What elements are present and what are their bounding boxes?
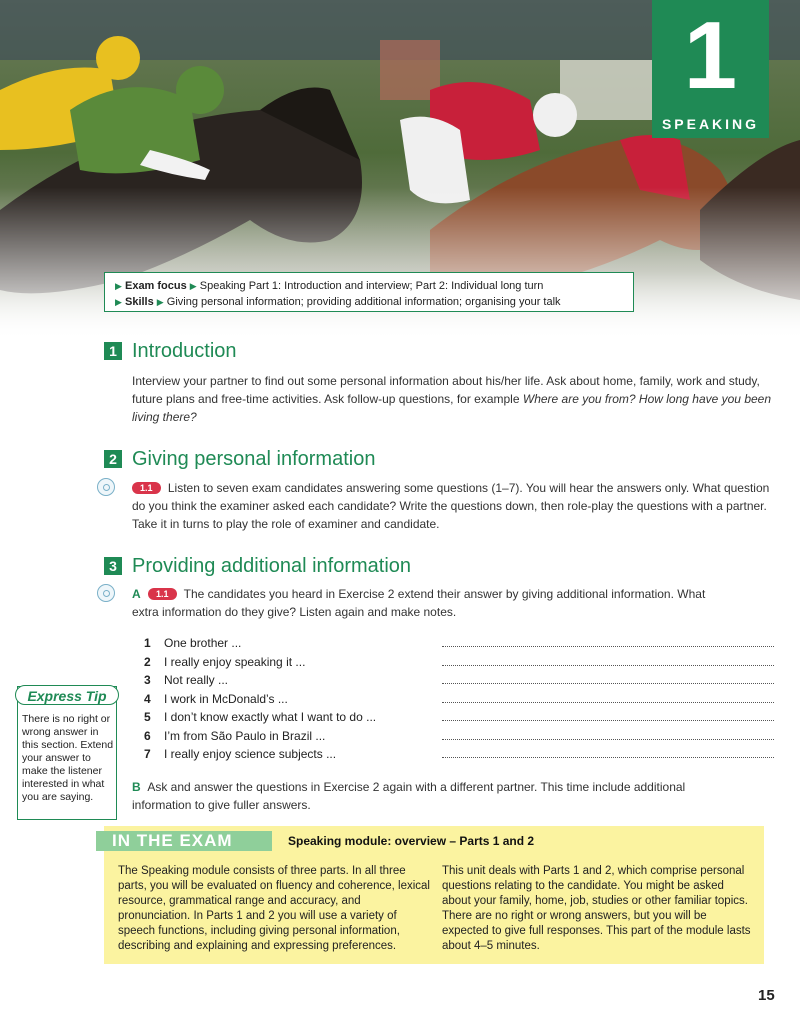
- answer-line[interactable]: [442, 653, 774, 666]
- triangle-right-icon: ▶: [156, 297, 164, 307]
- in-the-exam-column-1: The Speaking module consists of three parts. In all three parts, you will be evaluated on fluency and coherence, lexical resource, grammatical range and accuracy, and pronunciation. In Parts 1 and 2 you will use a variety of speech functions, including giving personal information, describing and explaining and expressing preferences.: [118, 865, 430, 952]
- skills-line: [115, 294, 633, 310]
- exam-focus-text: Speaking Part 1: Introduction and interview; Part 2: Individual long turn: [199, 280, 544, 292]
- list-item: [144, 671, 774, 690]
- item-text: One brother ...: [164, 636, 242, 650]
- item-number: 3: [144, 673, 151, 687]
- section-number: 2: [104, 450, 122, 468]
- section-number: 3: [104, 557, 122, 575]
- in-the-exam-banner: IN THE EXAM: [96, 831, 272, 851]
- audio-cd-icon[interactable]: [97, 584, 115, 602]
- unit-number: 1: [683, 2, 738, 109]
- item-number: 6: [144, 728, 151, 743]
- answer-line[interactable]: [442, 634, 774, 647]
- section-1-text: [132, 372, 772, 426]
- express-tip-box: [17, 686, 117, 820]
- item-text: I really enjoy science subjects ...: [164, 747, 337, 761]
- section-2-text: [132, 479, 772, 533]
- unit-label: SPEAKING: [661, 116, 760, 132]
- answer-line[interactable]: [442, 745, 774, 758]
- section-1-body: Interview your partner to find out some personal information about his/her life. Ask about home, family, work and study, future plans and free-time activities. Ask follow-up questions, for example: [132, 374, 760, 406]
- skills-text: Giving personal information; providing additional information; organising your talk: [166, 296, 561, 308]
- in-the-exam-box: [104, 826, 764, 964]
- section-title: Introduction: [132, 339, 237, 362]
- section-1-example: Where are you from? How long have you been living there?: [132, 392, 772, 424]
- item-number: 7: [144, 747, 151, 761]
- exercise-letter: B: [132, 780, 141, 794]
- section-title: Providing additional information: [132, 554, 412, 577]
- list-item: [144, 634, 774, 653]
- section-2-body: Listen to seven exam candidates answering some questions (1–7). You will hear the answers only. What question do you think the examiner asked each candidate? Write the questions down, then role-play the questions with a partner. Take it in turns to play the role of examiner and candidate.: [132, 481, 770, 531]
- answer-line[interactable]: [442, 727, 774, 740]
- item-text: I don’t know exactly what I want to do ...: [164, 710, 377, 724]
- exercise-a-body: The candidates you heard in Exercise 2 extend their answer by giving additional information. What extra information do they give? Listen again and make notes.: [132, 587, 706, 619]
- track-badge[interactable]: 1.1: [148, 588, 177, 600]
- list-item: [144, 708, 774, 727]
- in-the-exam-heading: Speaking module: overview – Parts 1 and 2: [288, 834, 535, 848]
- section-2-heading: [104, 448, 375, 470]
- item-text: I’m from São Paulo in Brazil ...: [164, 728, 326, 743]
- audio-cd-icon[interactable]: [97, 478, 115, 496]
- exercise-b-body: Ask and answer the questions in Exercise 2 again with a different partner. This time include additional information to give fuller answers.: [132, 780, 686, 812]
- item-number: 1: [144, 636, 151, 650]
- exam-focus-line: [115, 278, 633, 294]
- item-text: Not really ...: [164, 673, 229, 687]
- section-number: 1: [104, 342, 122, 360]
- exercise-letter: A: [132, 587, 141, 601]
- list-item: [144, 745, 774, 764]
- item-number: 5: [144, 710, 151, 724]
- exam-focus-label: Exam focus: [124, 280, 187, 292]
- unit-badge: [652, 0, 769, 138]
- list-item: [144, 653, 774, 672]
- express-tip-title: Express Tip: [15, 685, 119, 705]
- answer-list: [144, 634, 774, 764]
- answer-line[interactable]: [442, 671, 774, 684]
- item-text: I really enjoy speaking it ...: [164, 654, 306, 669]
- section-title: Giving personal information: [132, 447, 376, 470]
- skills-label: Skills: [124, 296, 154, 308]
- exercise-b-text: [132, 778, 742, 814]
- item-text: I work in McDonald’s ...: [164, 691, 288, 706]
- track-badge[interactable]: 1.1: [132, 482, 161, 494]
- exam-focus-box: [104, 272, 634, 312]
- answer-line[interactable]: [442, 690, 774, 703]
- item-number: 2: [144, 654, 151, 669]
- answer-line[interactable]: [442, 708, 774, 721]
- page-number: 15: [758, 987, 775, 1004]
- item-number: 4: [144, 691, 151, 706]
- in-the-exam-column-2: This unit deals with Parts 1 and 2, which comprise personal questions relating to the candidate. You might be asked about your family, home, job, studies or other familiar topics. There are no right or wrong answers, but you will be expected to give full responses. This part of the module lasts about 4–5 minutes.: [442, 865, 751, 952]
- triangle-right-icon: ▶: [189, 281, 197, 291]
- triangle-right-icon: ▶: [115, 297, 122, 307]
- list-item: [144, 690, 774, 709]
- exercise-a-text: [132, 585, 722, 621]
- section-1-heading: [104, 340, 237, 362]
- list-item: [144, 727, 774, 746]
- section-3-heading: [104, 555, 411, 577]
- triangle-right-icon: ▶: [115, 281, 122, 291]
- express-tip-text: There is no right or wrong answer in this section. Extend your answer to make the listener interested in what you are saying.: [22, 713, 114, 803]
